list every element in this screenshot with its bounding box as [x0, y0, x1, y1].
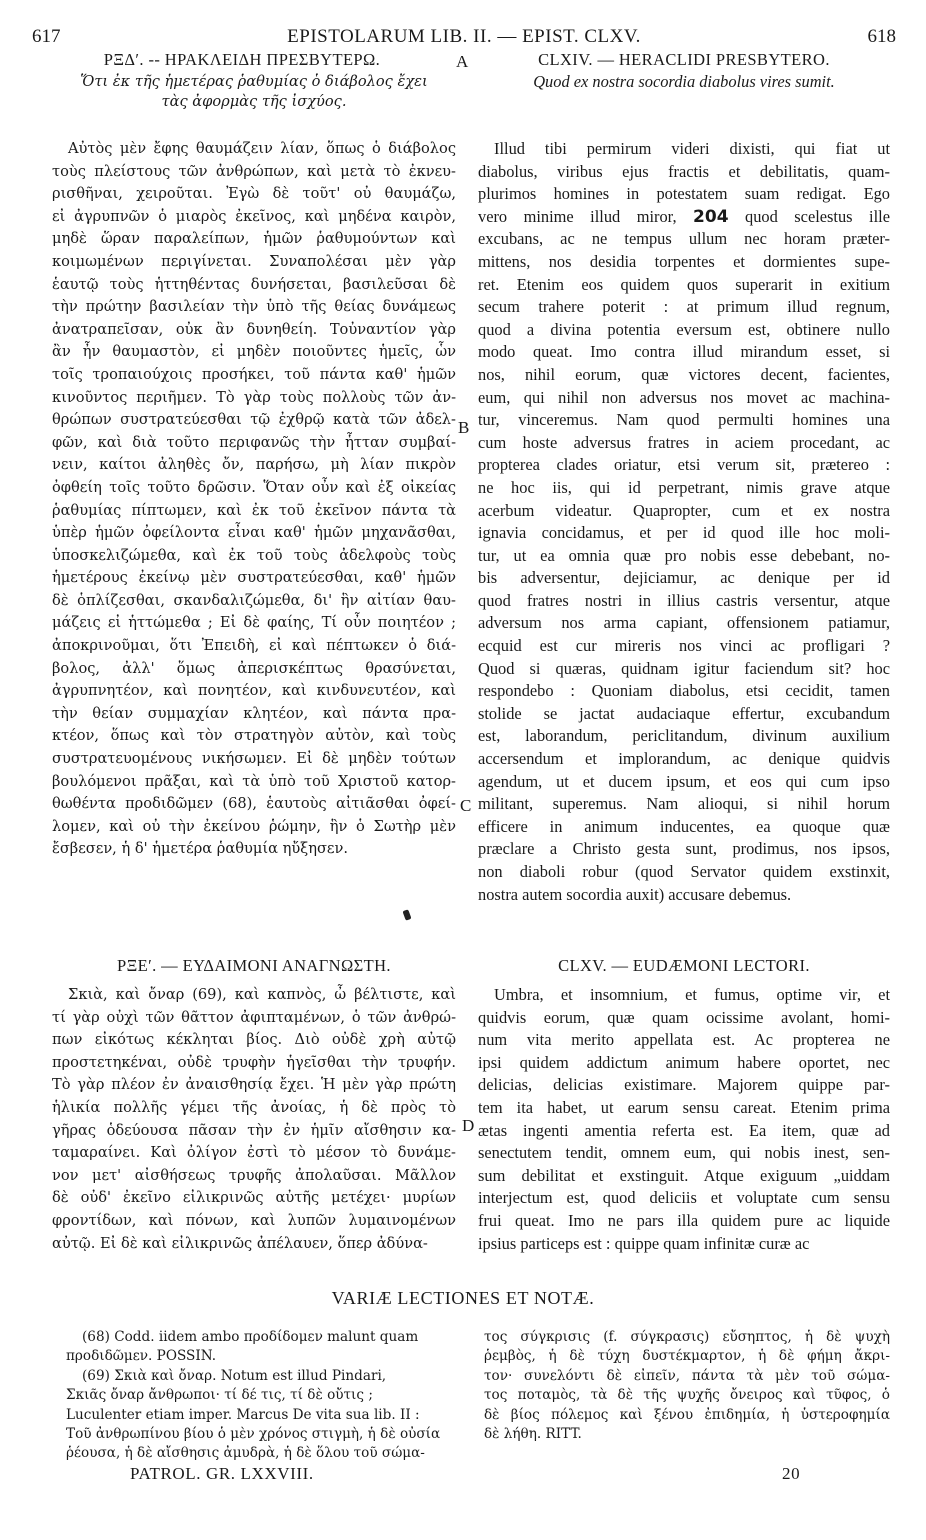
column-number: 204	[693, 206, 729, 227]
greek-text-line: ὑπὲρ ἡμῶν ὀφείλοντα εἶναι καθ' ἡμῶν μηχανᾶσθαι,	[52, 524, 456, 542]
greek-text-line: αὐτῷ. Εἰ δὲ καὶ εἰλικρινῶς ἀπέλαυεν, ὅπερ ἀδύνα-	[52, 1234, 428, 1252]
greek-text-line: τί γὰρ οὐχὶ τῶν θᾶττον ἀφιπταμένων, ὁ τῶν ἀνθρώ-	[52, 1008, 456, 1026]
latin-text-line: mittens, nos desidia torpentes et dormientes supe-	[478, 251, 890, 271]
note-line: προδιδῶμεν. POSSIN.	[66, 1348, 217, 1365]
greek-text-line: κοιμωμένων περιγίνεται. Συναπολέσαι μὲν γὰρ	[52, 252, 456, 270]
margin-marker-a: A	[456, 52, 469, 71]
greek-text-line: φῶν, καὶ διὰ τοῦτο περιφανῶς τὴν ἧτταν συμβαί-	[52, 433, 456, 451]
latin-text-line: frui queat. Imo ne pars illa quidem pure ac liquide	[478, 1210, 890, 1230]
latin-text-line: modo queat. Imo contra illud mirandum esset, si	[478, 342, 890, 362]
greek-text-line: ἡλικία πολλῆς γέμει τῆς ἀνοίας, ἡ δὲ πρὸς τὸ	[52, 1098, 456, 1116]
latin-letter-165-title: CLXV. — EUDÆMONI LECTORI.	[558, 956, 810, 975]
latin-letter-164-title: CLXIV. — HERACLIDI PRESBYTERO.	[538, 50, 830, 69]
stray-ink-mark	[402, 909, 411, 920]
greek-text-line: μηδὲ ὥραν παραλείπων, ἡμῶν ῥαθυμούντων καὶ	[52, 230, 456, 248]
notes-heading: VARIÆ LECTIONES ET NOTÆ.	[331, 1288, 595, 1308]
note-line: Τοῦ ἀνθρωπίνου βίου ὁ μὲν χρόνος στιγμὴ, ἡ δὲ οὐσία	[66, 1426, 441, 1443]
greek-letter-164-title: ΡΞΔʹ. -- ΗΡΑΚΛΕΙΔΗ ΠΡΕΣΒΥΤΕΡΩ.	[103, 50, 381, 69]
note-line: (68) Codd. iidem ambo προδίδομεν malunt quam	[82, 1329, 419, 1345]
latin-text-line: eum, qui nihil non adversus nos movet ac machina-	[478, 387, 890, 407]
greek-text-line: ῥαθυμίας πίπτωμεν, καὶ ἐκ τοῦ ἐκεῖνον πάντα τὰ	[52, 501, 456, 519]
footer-volume: PATROL. GR. LXXVIII.	[130, 1464, 314, 1483]
latin-text-fragment: vero minime illud miror,	[478, 206, 677, 226]
latin-text-line: nos, nihil eorum, quæ victores decent, facientes,	[478, 364, 890, 384]
latin-text-fragment: quod scelestus ille	[745, 206, 890, 226]
greek-summary-line: τὰς ἀφορμὰς τῆς ἰσχύος.	[161, 93, 347, 110]
latin-text-line: agendum, ut et ducem ipsum, et eos qui cum ipso	[478, 771, 890, 791]
latin-text-line: propterea clades oriatur, etsi verum sit, prætereo :	[478, 455, 890, 475]
greek-text-line: ὑποσκελιζώμεθα, καὶ ἐκ τοῦ τοὺς ἀδελφοὺς τοὺς	[52, 546, 456, 564]
latin-text-line: non diaboli robur (quod Servator quidem exstinxit,	[478, 862, 890, 881]
greek-text-line: Τὸ γὰρ πλέον ἐν ἀναισθησίᾳ ἔχει. Ἡ μὲν γὰρ πρώτη	[52, 1076, 456, 1094]
greek-text-line: ὀφθείη τοῖς τοῦτο δρῶσιν. Ὅταν οὖν καὶ ἐξ οἰκείας	[52, 478, 456, 496]
note-line: τος ποταμὸς, τὰ δὲ τῆς ψυχῆς ὄνειρος καὶ τῦφος, ὁ	[484, 1387, 890, 1404]
latin-text-line: senectutem tendit, omnem eum, qui nobis inest, sen-	[478, 1143, 890, 1163]
greek-text-line: τὴν πρώτην βασιλείαν τὴν ὑπὸ τῆς θείας δυνάμεως	[52, 298, 456, 316]
latin-text-line: ipsius particeps est : quippe quam infinitæ curæ ac	[478, 1233, 810, 1253]
margin-marker-b: B	[458, 418, 470, 437]
latin-text-line: num vita merito appellata est. Ac propterea ne	[478, 1030, 890, 1050]
greek-text-line: ἔσβεσεν, ἡ δ' ἡμετέρα ῥαθυμία ηὔξησεν.	[52, 840, 349, 858]
latin-text-line: diabolus, viribus ejus fractis et debilitatis, quam-	[478, 161, 890, 181]
greek-text-line: βουλόμενοι πρᾶξαι, καὶ τὰ ὑπὸ τοῦ Χριστοῦ κατορ-	[52, 772, 456, 790]
greek-text-line: κτέον, ὅπως καὶ τὸν στρατηγὸν αὐτὸν, καὶ τοὺς	[52, 727, 456, 745]
greek-text-line: ἀποκρινοῦμαι, ὅτι Ἐπειδὴ, εἰ καὶ πέπτωκεν ὁ διά-	[52, 637, 456, 655]
greek-text-line: προστετηκέναι, οὐδὲ τρυφὴν ἡγεῖσθαι τὴν τρυφήν.	[52, 1053, 456, 1071]
latin-text-line: quod fratres nostri in illius castris versentur, atque	[478, 590, 890, 610]
latin-text-line: efficere in animum inducentes, ea quoque quæ	[478, 816, 890, 836]
latin-letter-164-text	[478, 138, 890, 906]
latin-text-line: respondebo : Quoniam diabolus, etsi cecidit, tamen	[478, 681, 890, 701]
latin-text-line	[478, 206, 890, 229]
greek-text-line: νον μετ' αἰσθήσεως τρυφῆς ἀπολαῦσαι. Μᾶλλον	[52, 1166, 456, 1184]
greek-text-line: γῆρας ὁδεύουσα πᾶσαν τὴν ἐν ἡμῖν αἴσθησιν κα-	[52, 1121, 456, 1139]
latin-text-line: interjectum est, quod deliciis et voluptate cum sensu	[478, 1188, 890, 1208]
greek-text-line: κινοῦντος περιῆμεν. Τὸ γὰρ τοὺς πολλοὺς τῶν ἀν-	[52, 388, 456, 406]
greek-text-line: πων εἰκότως κέκληται βίος. Διὸ οὐδὲ χρὴ αὐτῷ	[52, 1031, 456, 1049]
margin-marker-c: C	[460, 796, 472, 815]
latin-text-line: quod a divina potentia eversum est, obtinere nullo	[478, 319, 890, 339]
latin-text-line: adversum nos arma capiant, offensionem patiamur,	[478, 613, 890, 633]
greek-summary-line: Ὅτι ἐκ τῆς ἡμετέρας ῥαθυμίας ὁ διάβολος ἔχει	[80, 73, 428, 90]
latin-text-line: accersendum et implorandum, ac denique quidvis	[478, 749, 890, 769]
latin-text-line: acerbum videatur. Quapropter, cum et ex nostra	[478, 500, 890, 520]
greek-text-line: βολος, ἀλλ' ὅμως ἀπερισκέπτως θρασύνεται,	[52, 659, 456, 677]
latin-text-line: sum debilitat et exstinguit. Atque exiguum „uiddam	[478, 1165, 890, 1185]
latin-text-line: plurimos homines in potestatem suam redigat. Ego	[478, 184, 890, 204]
latin-text-line: bis adversentur, dejiciamur, ac denique per id	[478, 568, 890, 588]
latin-text-line: Illud tibi permirum videri dixisti, qui fiat ut	[494, 139, 890, 158]
greek-text-line: ἀγρυπνητέον, καὶ πονητέον, καὶ κινδυνευτέον, καὶ	[52, 682, 456, 700]
latin-text-line: præclare a Christo gesta sunt, prodimus, nos ipsos,	[478, 839, 890, 859]
latin-text-line: est, laborandum, periclitandum, divinum auxilium	[478, 726, 890, 746]
latin-text-line: excubans, ac ne tempus ullum nec horam præter-	[478, 229, 890, 249]
note-line: δὲ λήθη. RITT.	[484, 1426, 582, 1443]
greek-text-line: θωθέντα προδιδῶμεν (68), ἑαυτοὺς αἰτιᾶσθαι ὀφεί-	[52, 795, 456, 813]
greek-text-line: ἂν ἦν θαυμαστὸν, εἰ μηδὲν ποιοῦντες ἡμεῖς, ὧν	[52, 343, 456, 361]
note-line: (69) Σκιὰ καὶ ὄναρ. Notum est illud Pindari,	[82, 1367, 387, 1384]
note-line: Luculenter etiam imper. Marcus De vita sua lib. II :	[66, 1406, 420, 1423]
greek-text-line: συστρατευομένους νικήσωμεν. Εἰ δὲ μηδὲν τούτων	[52, 750, 456, 768]
note-line: τον· συνελόντι δὲ εἰπεῖν, πάντα τὰ μὲν τοῦ σώμα-	[484, 1367, 890, 1384]
latin-text-line: quidvis eorum, quæ quam ocissime avolant, homi-	[478, 1007, 890, 1027]
latin-text-line: delicias, delicias existimare. Majorem quippe par-	[478, 1075, 890, 1095]
latin-text-line: cum hoste adversus fratres in aciem procedant, ac	[478, 432, 890, 452]
latin-text-line: ecquid est cur mireris nos vinci ac profligari ?	[478, 636, 890, 656]
greek-letter-164-text	[52, 138, 456, 861]
greek-text-line: μάζεις εἰ ἡττώμεθα ; Εἰ δὲ φαίης, Τί οὖν ποιητέον ;	[52, 614, 456, 632]
latin-letter-165-text	[478, 984, 890, 1255]
greek-text-line: δὲ ὁπλίζεσθαι, σκανδαλιζώμεθα, δι' ἣν αἰτίαν θαυ-	[52, 591, 456, 609]
latin-text-line: secum trahere poterit : at primum illud regnum,	[478, 297, 890, 317]
greek-text-line: ταμαραίνει. Καὶ ὀλίγον ἐστὶ τὸ μέσον τὸ δυνάμε-	[52, 1144, 456, 1162]
latin-text-line: ipsi quidem addictum animum habere oportet, nec	[478, 1052, 890, 1072]
page-number-left: 617	[32, 26, 61, 47]
greek-text-line: τὴν θείαν συμμαχίαν κλητέον, καὶ πάντα πρα-	[52, 704, 456, 722]
margin-marker-d: D	[462, 1116, 475, 1135]
note-line: τος σύγκρισις (f. σύγκρασις) εὔσηπτος, ἡ δὲ ψυχὴ	[484, 1329, 890, 1345]
greek-text-line: εἰ ἀγρυπνῶν ὁ μιαρὸς ἐκεῖνος, καὶ μηδένα καιρὸν,	[52, 207, 456, 225]
latin-text-line: nostra autem socordia auxit) accusare debemus.	[478, 884, 792, 904]
latin-text-line: ætas ingenti amentia referta est. Ea item, quæ ad	[478, 1120, 890, 1140]
latin-letter-164-summary: Quod ex nostra socordia diabolus vires sumit.	[533, 72, 835, 91]
greek-text-line: τοὺς πλείστους τῶν ἀνθρώπων, καὶ μετὰ τὸ ἐκνευ-	[52, 162, 456, 180]
latin-text-line: ignavia concidamus, et per id quod ille hoc moli-	[478, 523, 890, 543]
greek-text-line: ρισθῆναι, χειροῦται. Ἐγὼ δὲ τοῦτ' οὐ θαυμάζω,	[52, 185, 456, 203]
footer-signature: 20	[782, 1464, 801, 1483]
page-number-right: 618	[867, 26, 896, 47]
greek-text-line: τοῖς τροπαιούχοις προσήκει, τοῦ πάντα καθ' ἡμῶν	[52, 365, 456, 383]
latin-text-line: ne hoc iis, qui id perpetrant, nimis grave atque	[478, 477, 890, 497]
running-header	[32, 26, 896, 48]
note-line: δὲ βίος πόλεμος καὶ ξένου ἐπιδημία, ἡ ὑστεροφημία	[484, 1406, 890, 1423]
greek-text-line: ἑαυτῷ τοὺς ἡττηθέντας δυνήσεται, βασιλεῦσαι δὲ	[52, 275, 456, 293]
note-line: ῥέουσα, ἡ δὲ αἴσθησις ἀμυδρὰ, ἡ δὲ ὅλου τοῦ σώμα-	[66, 1445, 425, 1462]
latin-text-line: ret. Etenim eos quidem quos superarit in exitium	[478, 274, 890, 294]
greek-text-line: ἀνατραπεῖσαν, οὐκ ἂν δυνηθείη. Τοὐναντίον γὰρ	[52, 320, 456, 338]
latin-text-line: stolide se jactat audaciaque effertur, excubandum	[478, 703, 890, 723]
greek-text-line: δὲ οὐδ' ἐκεῖνο εἰλικρινῶς αὐτῆς μετέχει· μυρίων	[52, 1189, 456, 1207]
greek-letter-165-title: ΡΞΕʹ. — ΕΥΔΑΙΜΟΝΙ ΑΝΑΓΝΩΣΤΗ.	[117, 956, 391, 975]
greek-letter-164-summary	[52, 72, 456, 112]
greek-text-line: Αὐτὸς μὲν ἔφης θαυμάζειν λίαν, ὅπως ὁ διάβολος	[68, 140, 456, 157]
latin-text-line: Umbra, et insomnium, et fumus, optime vir, et	[494, 985, 890, 1004]
latin-text-line: tur, ut ea omnia quæ pro nobis esse debebant, no-	[478, 545, 890, 565]
greek-text-line: Σκιὰ, καὶ ὄναρ (69), καὶ καπνὸς, ὦ βέλτιστε, καὶ	[68, 986, 456, 1003]
greek-letter-165-text	[52, 984, 456, 1255]
latin-text-line: tur, vinceremus. Nam quod permulti homines una	[478, 410, 890, 430]
running-title: EPISTOLARUM LIB. II. — EPIST. CLXV.	[287, 26, 641, 47]
latin-text-line: Quod si quæras, quidnam igitur faciendum sit? hoc	[478, 658, 890, 678]
greek-text-line: θρώπων συστρατεύεσθαι τῷ ἐχθρῷ κατὰ τῶν ἀδελ-	[52, 411, 456, 429]
notes-left-column	[66, 1328, 462, 1464]
greek-text-line: φροντίδων, καὶ πόνων, καὶ λυπῶν λυμαινομένων	[52, 1211, 456, 1229]
latin-text-line: militant, superemus. Nam alioqui, si nihil horum	[478, 794, 890, 814]
greek-text-line: ἡμετέρους ἐκείνῳ μὲν συστρατεύεσθαι, καθ' ἡμῶν	[52, 569, 456, 587]
note-line: ῥεμβὸς, ἡ δὲ τύχη δυστέκμαρτον, ἡ δὲ φήμη ἄκρι-	[484, 1348, 890, 1365]
greek-text-line: λομεν, καὶ οὐ τὴν ἐκείνου ῥώμην, ἣν ὁ Σωτὴρ μὲν	[52, 817, 456, 835]
latin-text-line: tem ita habet, ut earum sensu careat. Etenim prima	[478, 1097, 890, 1117]
note-line: Σκιᾶς ὄναρ ἄνθρωποι· τί δέ τις, τί δὲ οὔτις ;	[66, 1387, 373, 1404]
notes-right-column	[484, 1328, 890, 1444]
greek-text-line: νειν, καίτοι ἀληθὲς ὄν, παρήσω, μὴ λίαν πικρὸν	[52, 456, 456, 474]
